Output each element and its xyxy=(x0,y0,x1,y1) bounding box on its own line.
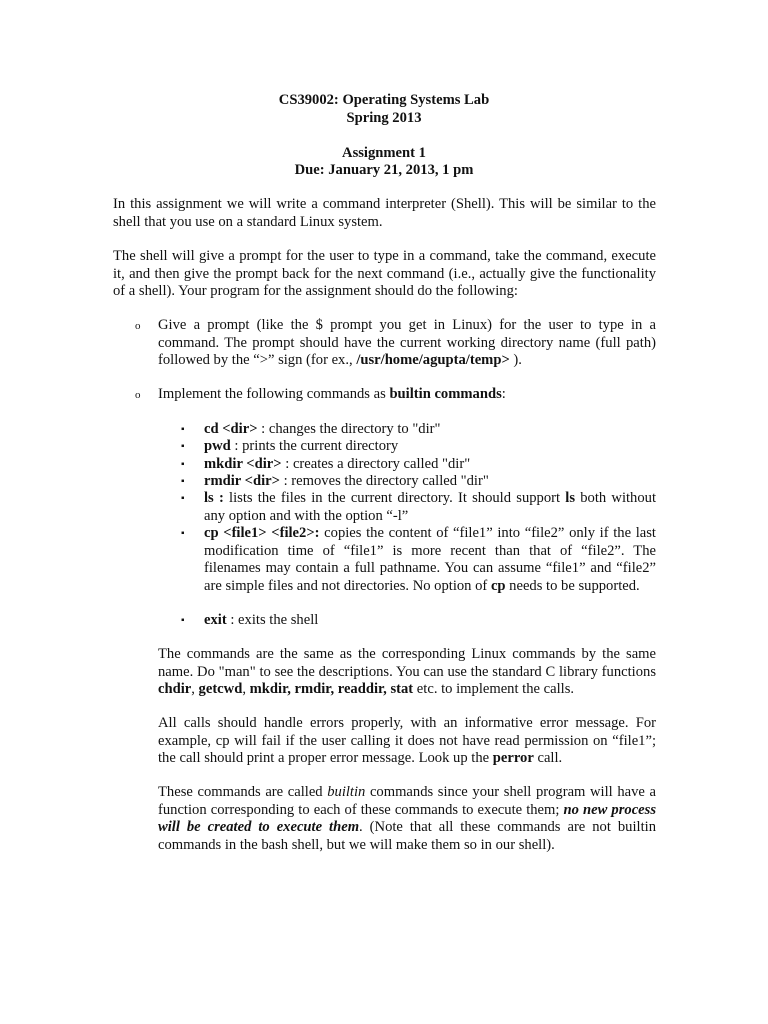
square-bullet-icon: ▪ xyxy=(181,459,185,470)
assignment-title: Assignment 1 xyxy=(342,145,426,161)
square-bullet-icon: ▪ xyxy=(181,528,185,539)
command-item-cd: cd <dir> : changes the directory to "dir" xyxy=(204,421,441,437)
prompt-example: /usr/home/agupta/temp> xyxy=(356,352,510,368)
square-bullet-icon: ▪ xyxy=(181,615,185,626)
task-prompt: Give a prompt (like the $ prompt you get in Linux) for the user to type in a command. The prompt should have the current working directory name (full path) followed by the “>” sign (for ex., /usr/home/agupta/temp> ). xyxy=(158,317,656,368)
note-error-handling: All calls should handle errors properly, with an informative error message. For example, cp will fail if the user calling it does not have read permission on “file1”; the call should print a proper error message. Look up the perror call. xyxy=(158,715,656,766)
command-item-cp: cp <file1> <file2>: copies the content of “file1” into “file2” only if the last modification time of “file1” is more recent than that of “file2”. The filenames may contain a full pathname. You can assume “file1” and “file2” are simple files and not directories. No option of cp needs to be supported. xyxy=(204,525,656,594)
note-same-as-linux: The commands are the same as the corresponding Linux commands by the same name. Do "man" to see the descriptions. You can use the standard C library functions chdir, getcwd, mkdir, rmdir, readdir, stat etc. to implement the calls. xyxy=(158,646,656,697)
command-item-pwd: pwd : prints the current directory xyxy=(204,438,399,454)
square-bullet-icon: ▪ xyxy=(181,493,185,504)
circle-bullet-icon: o xyxy=(135,389,141,401)
square-bullet-icon: ▪ xyxy=(181,424,185,435)
term: Spring 2013 xyxy=(346,110,422,126)
square-bullet-icon: ▪ xyxy=(181,441,185,452)
due-date: Due: January 21, 2013, 1 pm xyxy=(294,162,474,178)
command-item-exit: exit : exits the shell xyxy=(204,612,319,628)
circle-bullet-icon: o xyxy=(135,320,141,332)
square-bullet-icon: ▪ xyxy=(181,476,185,487)
intro-paragraph-1: In this assignment we will write a command interpreter (Shell). This will be similar to the shell that you use on a standard Linux system. xyxy=(113,196,656,230)
command-item-rmdir: rmdir <dir> : removes the directory called "dir" xyxy=(204,473,489,489)
command-item-ls: ls : lists the files in the current directory. It should support ls both without any option and with the option “-l” xyxy=(204,490,657,524)
intro-paragraph-2: The shell will give a prompt for the user to type in a command, take the command, execute it, and then give the prompt back for the next command (i.e., actually give the functionality of a shell). Your program for the assignment should do the following: xyxy=(113,248,656,299)
command-item-mkdir: mkdir <dir> : creates a directory called "dir" xyxy=(204,456,471,472)
course-title: CS39002: Operating Systems Lab xyxy=(278,92,490,108)
task-builtins: Implement the following commands as builtin commands: xyxy=(158,386,506,402)
note-builtin-definition: These commands are called builtin commands since your shell program will have a function corresponding to each of these commands to execute them; no new process will be created to execute them. (Note that all these commands are not builtin commands in the bash shell, but we will make them so in our shell). xyxy=(158,784,657,853)
